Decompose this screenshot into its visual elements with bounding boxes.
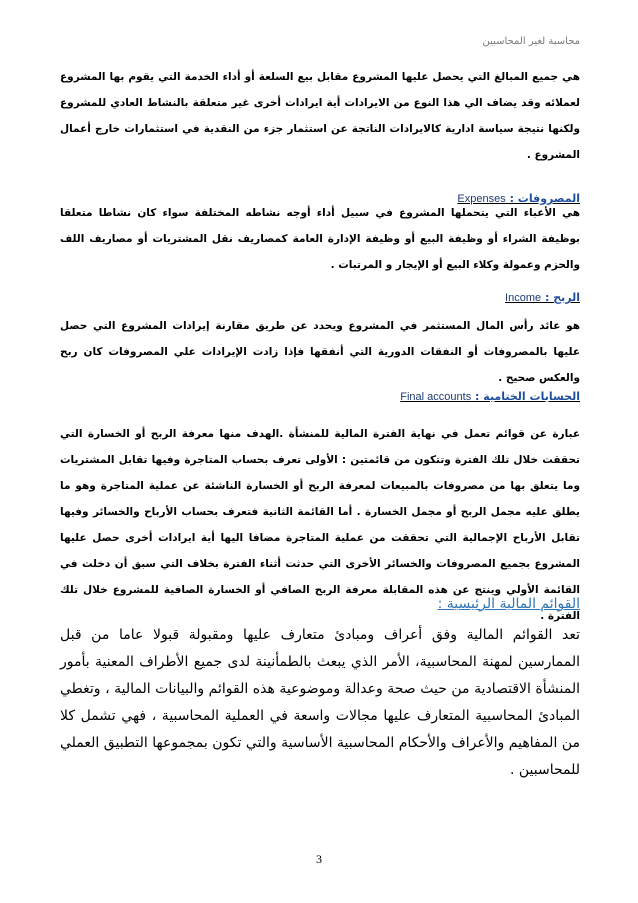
expenses-definition-paragraph: هي الأعباء التي يتحملها المشروع في سبيل أداء أوجه نشاطه المختلفة سواء كان نشاطا متعلقا بوظيفة الشراء أو وظيفة البيع أو وظيفة الإدارة العامة كمصاريف نقل المشتريات أو مصاريف اللف والحزم وعمولة وكلاء البيع أو الإيجار و المرتبات . — [60, 207, 580, 271]
final-accounts-heading-english: Final accounts — [400, 391, 472, 403]
expenses-heading-arabic: المصروفات : — [509, 192, 580, 205]
income-definition-paragraph: هو عائد رأس المال المستثمر في المشروع ويحدد عن طريق مقارنة إيرادات المشروع التي حصل عليها بالمصروفات أو النفقات الدورية التي أنفقها فإذا زادت الإيرادات علي المصروفات كان ربح والعكس صحيح . — [60, 320, 580, 384]
final-accounts-heading-arabic: الحسابات الختامية : — [475, 390, 580, 403]
main-statements-heading-arabic: القوائم المالية الرئيسية : — [437, 596, 580, 612]
main-statements-heading — [438, 596, 580, 612]
income-heading-english: Income — [505, 292, 542, 304]
final-accounts-definition-paragraph: عبارة عن قوائم تعمل في نهاية الفترة المالية للمنشأة .الهدف منها معرفة الربح أو الخسارة التي تحققت خلال تلك الفترة وتتكون من قائمتين : الأولى تعرف بحساب المتاجرة وفيها تقابل المشتريات وما يتعلق بها من مصروفات بالمبيعات لمعرفة الربح أو الخسارة الناشئة عن عملية المتاجرة وهو ما يطلق عليه مجمل الربح أو مجمل الخسارة . أما القائمة الثانية فتعرف بحساب الأرباح والخسائر وفيها تقابل الأرباح الإجمالية التي تحققت من عملية المتاجرة مضافا اليها أية ايرادات أخرى حصل عليها المشروع بجميع المصروفات والخسائر الأخرى التي حدثت أثناء الفترة بخلاف التي سبق أن دخلت في القائمة الأولي وينتج عن هذه المقابلة معرفة الربح الصافي أو الخسارة الصافية للمشروع خلال تلك الفترة . — [60, 428, 580, 622]
income-heading-arabic: الربح : — [544, 291, 580, 304]
page-header-title: محاسبة لغير المحاسبين — [482, 36, 580, 47]
main-statements-paragraph: تعد القوائم المالية وفق أعراف ومبادئ متعارف عليها ومقبولة قبولا عاما من قبل الممارسين لمهنة المحاسبية، الأمر الذي يبعث بالطمأنينة لدى جميع الأطراف المعنية بأمور المنشأة الاقتصادية من حيث صحة وعدالة وموضوعية هذه القوائم والبيانات المالية ، وتغطي المبادئ المحاسبية المتعارف عليها مجالات واسعة في العملية المحاسبية ، فهي تشمل كلا من المفاهيم والأعراف والأحكام المحاسبية الأساسية والتي تكون بمجموعها التطبيق العملي للمحاسبين . — [60, 627, 580, 778]
income-heading — [505, 291, 580, 304]
final-accounts-heading — [400, 390, 580, 403]
expenses-heading-english: Expenses — [457, 193, 506, 205]
revenue-definition-paragraph: هي جميع المبالغ التي يحصل عليها المشروع مقابل بيع السلعة أو أداء الخدمة التي يقوم بها المشروع لعملائه وقد يضاف الي هذا النوع من الايرادات أية ايرادات أخرى غير متعلقة بالنشاط العادي للمشروع ولكنها نتيجة سياسة ادارية كالايرادات الناتجة عن استثمار جزء من النقدية في استثمارات خارج أعمال المشروع . — [60, 71, 580, 161]
page-number: 3 — [316, 852, 322, 866]
